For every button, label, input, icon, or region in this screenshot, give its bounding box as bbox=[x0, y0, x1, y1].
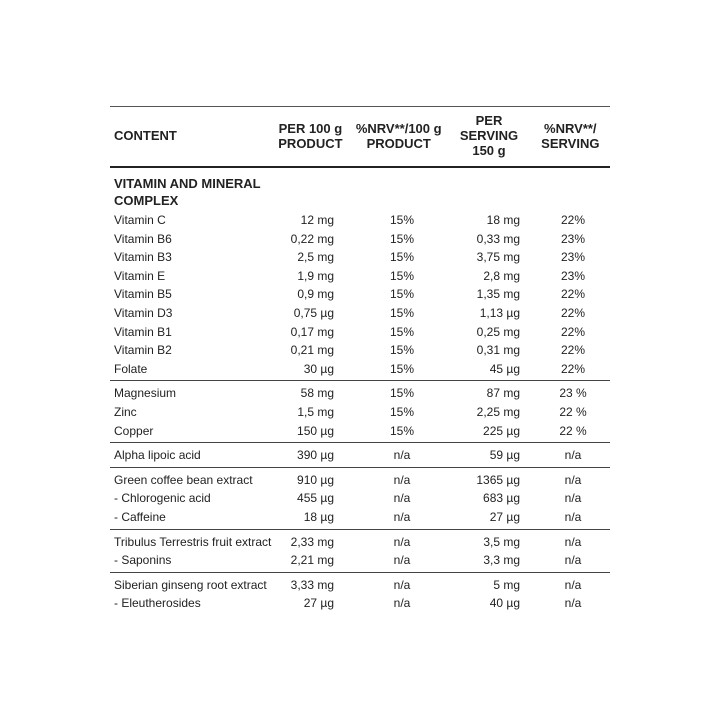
header-per-100g-line1: PER 100 g bbox=[278, 120, 343, 136]
per-serving-value: 87 mg bbox=[486, 386, 520, 401]
nrv-serving-value: n/a bbox=[564, 596, 582, 611]
per-100g-value: 1,9 mg bbox=[297, 268, 334, 283]
nutrient-name: Vitamin B6 bbox=[114, 231, 172, 246]
per-serving-value: 59 µg bbox=[489, 448, 520, 463]
per-100g-value: 58 mg bbox=[300, 386, 334, 401]
nrv-100g-value: 15% bbox=[389, 361, 415, 376]
nrv-serving-value: 23% bbox=[560, 268, 586, 283]
per-serving-value: 2,8 mg bbox=[483, 268, 520, 283]
nrv-100g-value: n/a bbox=[393, 553, 411, 568]
nrv-serving-value: n/a bbox=[564, 509, 582, 524]
table-row bbox=[110, 551, 610, 570]
nrv-100g-value: 15% bbox=[389, 404, 415, 419]
per-serving-value: 3,5 mg bbox=[483, 534, 520, 549]
table-row bbox=[110, 384, 610, 403]
nutrient-name: - Chlorogenic acid bbox=[114, 491, 211, 506]
nrv-100g-value: 15% bbox=[389, 343, 415, 358]
per-serving-value: 3,3 mg bbox=[483, 553, 520, 568]
per-serving-value: 45 µg bbox=[489, 361, 520, 376]
per-100g-value: 0,22 mg bbox=[290, 231, 334, 246]
nrv-serving-value: n/a bbox=[564, 448, 582, 463]
table-row bbox=[110, 508, 610, 527]
table-section bbox=[110, 530, 610, 573]
header-content-label: CONTENT bbox=[114, 128, 177, 143]
nutrient-name: Zinc bbox=[114, 404, 137, 419]
nutrient-name: Vitamin E bbox=[114, 268, 166, 283]
per-serving-value: 1,35 mg bbox=[476, 287, 520, 302]
nrv-100g-value: 15% bbox=[389, 287, 415, 302]
table-row bbox=[110, 471, 610, 490]
table-row bbox=[110, 323, 610, 342]
nrv-100g-value: 15% bbox=[389, 231, 415, 246]
per-serving-value: 1365 µg bbox=[476, 472, 520, 487]
nutrient-name: Vitamin B1 bbox=[114, 324, 172, 339]
nrv-100g-value: 15% bbox=[389, 213, 415, 227]
nrv-100g-value: n/a bbox=[393, 472, 411, 487]
nutrient-name: Siberian ginseng root extract bbox=[114, 577, 267, 592]
table-row bbox=[110, 304, 610, 323]
nutrient-name: Vitamin D3 bbox=[114, 305, 173, 320]
nrv-100g-value: 15% bbox=[389, 386, 415, 401]
table-row bbox=[110, 285, 610, 304]
header-per-serving-line2: 150 g bbox=[472, 143, 506, 158]
nrv-serving-value: 23% bbox=[560, 250, 586, 265]
per-100g-value: 12 mg bbox=[300, 213, 334, 227]
section-title bbox=[110, 171, 264, 211]
section-title-line2: COMPLEX bbox=[114, 193, 179, 208]
table-body bbox=[110, 168, 610, 615]
nutrient-name: Copper bbox=[114, 423, 154, 438]
header-per-serving bbox=[447, 113, 530, 158]
nrv-100g-value: n/a bbox=[393, 577, 411, 592]
nrv-serving-value: 22% bbox=[560, 287, 586, 302]
table-row bbox=[110, 341, 610, 360]
nrv-serving-value: 23% bbox=[560, 231, 586, 246]
nrv-serving-value: n/a bbox=[564, 577, 582, 592]
per-100g-value: 3,33 mg bbox=[290, 577, 334, 592]
per-100g-value: 0,17 mg bbox=[290, 324, 334, 339]
nrv-serving-value: 22% bbox=[560, 343, 586, 358]
per-100g-value: 0,9 mg bbox=[297, 287, 334, 302]
nrv-serving-value: n/a bbox=[564, 491, 582, 506]
nrv-serving-value: n/a bbox=[564, 472, 582, 487]
per-100g-value: 2,21 mg bbox=[290, 553, 334, 568]
nutrient-name: Vitamin C bbox=[114, 213, 166, 227]
per-serving-value: 3,75 mg bbox=[476, 250, 520, 265]
per-serving-value: 0,33 mg bbox=[476, 231, 520, 246]
table-row bbox=[110, 248, 610, 267]
per-100g-value: 390 µg bbox=[297, 448, 334, 463]
nrv-serving-value: 22% bbox=[560, 305, 586, 320]
nutrient-name: Tribulus Terrestris fruit extract bbox=[114, 534, 272, 549]
table-row bbox=[110, 533, 610, 552]
table-row bbox=[110, 360, 610, 379]
nrv-serving-value: 22% bbox=[560, 324, 586, 339]
nutrient-name: Vitamin B2 bbox=[114, 343, 172, 358]
nrv-serving-value: 22 % bbox=[559, 404, 587, 419]
table-row bbox=[110, 576, 610, 595]
per-serving-value: 40 µg bbox=[489, 596, 520, 611]
nrv-100g-value: 15% bbox=[389, 324, 415, 339]
nutrient-name: - Caffeine bbox=[114, 509, 166, 524]
per-100g-value: 1,5 mg bbox=[297, 404, 334, 419]
header-per-100g bbox=[271, 113, 350, 158]
nrv-serving-value: 22% bbox=[560, 361, 586, 376]
header-nrv-serving bbox=[531, 113, 610, 158]
per-100g-value: 150 µg bbox=[297, 423, 334, 438]
table-row bbox=[110, 489, 610, 508]
per-serving-value: 27 µg bbox=[489, 509, 520, 524]
nrv-100g-value: 15% bbox=[389, 305, 415, 320]
per-serving-value: 0,31 mg bbox=[476, 343, 520, 358]
nrv-100g-value: n/a bbox=[393, 509, 411, 524]
header-nrv-serving-line1: %NRV**/ bbox=[544, 120, 597, 136]
nrv-100g-value: n/a bbox=[393, 448, 411, 463]
table-section bbox=[110, 381, 610, 443]
table-row bbox=[110, 211, 610, 230]
nutrient-name: Green coffee bean extract bbox=[114, 472, 253, 487]
nrv-serving-value: 22% bbox=[560, 213, 586, 227]
nutrition-table bbox=[110, 106, 610, 615]
table-header bbox=[110, 107, 610, 168]
per-100g-value: 0,75 µg bbox=[293, 305, 334, 320]
header-nrv-serving-line2: SERVING bbox=[541, 135, 600, 151]
table-row bbox=[110, 403, 610, 422]
per-serving-value: 683 µg bbox=[483, 491, 520, 506]
nrv-100g-value: 15% bbox=[389, 423, 415, 438]
per-100g-value: 30 µg bbox=[303, 361, 334, 376]
nrv-serving-value: 23 % bbox=[559, 386, 587, 401]
nutrient-name: Magnesium bbox=[114, 386, 177, 401]
nutrient-name: Alpha lipoic acid bbox=[114, 448, 201, 463]
per-100g-value: 27 µg bbox=[303, 596, 334, 611]
per-100g-value: 0,21 mg bbox=[290, 343, 334, 358]
header-nrv-100g-line2: PRODUCT bbox=[366, 135, 431, 151]
nutrient-name: Vitamin B5 bbox=[114, 287, 172, 302]
nrv-100g-value: n/a bbox=[393, 596, 411, 611]
nrv-100g-value: n/a bbox=[393, 534, 411, 549]
per-100g-value: 2,33 mg bbox=[290, 534, 334, 549]
header-nrv-100g bbox=[350, 113, 447, 158]
per-100g-value: 910 µg bbox=[297, 472, 334, 487]
header-per-100g-line2: PRODUCT bbox=[278, 135, 343, 151]
per-serving-value: 1,13 µg bbox=[479, 305, 520, 320]
nutrient-name: Folate bbox=[114, 361, 148, 376]
per-100g-value: 455 µg bbox=[297, 491, 334, 506]
table-section bbox=[110, 468, 610, 530]
per-serving-value: 0,25 mg bbox=[476, 324, 520, 339]
per-100g-value: 2,5 mg bbox=[297, 250, 334, 265]
header-nrv-100g-line1: %NRV**/100 g bbox=[355, 120, 442, 136]
table-row bbox=[110, 267, 610, 286]
nrv-serving-value: n/a bbox=[564, 534, 582, 549]
table-section bbox=[110, 573, 610, 615]
nutrient-name: Vitamin B3 bbox=[114, 250, 172, 265]
nrv-100g-value: n/a bbox=[393, 491, 411, 506]
nutrient-name: - Saponins bbox=[114, 553, 172, 568]
per-serving-value: 5 mg bbox=[493, 577, 520, 592]
header-per-serving-line1: PER SERVING bbox=[459, 113, 519, 143]
nutrient-name: - Eleutherosides bbox=[114, 596, 201, 611]
nrv-100g-value: 15% bbox=[389, 250, 415, 265]
section-title-line1: VITAMIN AND MINERAL bbox=[114, 176, 261, 191]
header-content bbox=[110, 113, 271, 158]
per-serving-value: 18 mg bbox=[486, 213, 520, 227]
per-100g-value: 18 µg bbox=[303, 509, 334, 524]
table-section bbox=[110, 168, 610, 381]
table-row bbox=[110, 422, 610, 441]
table-row bbox=[110, 230, 610, 249]
nrv-serving-value: n/a bbox=[564, 553, 582, 568]
nrv-serving-value: 22 % bbox=[559, 423, 587, 438]
per-serving-value: 225 µg bbox=[483, 423, 520, 438]
per-serving-value: 2,25 mg bbox=[476, 404, 520, 419]
table-row bbox=[110, 446, 610, 465]
table-row bbox=[110, 594, 610, 613]
nrv-100g-value: 15% bbox=[389, 268, 415, 283]
table-section bbox=[110, 443, 610, 468]
